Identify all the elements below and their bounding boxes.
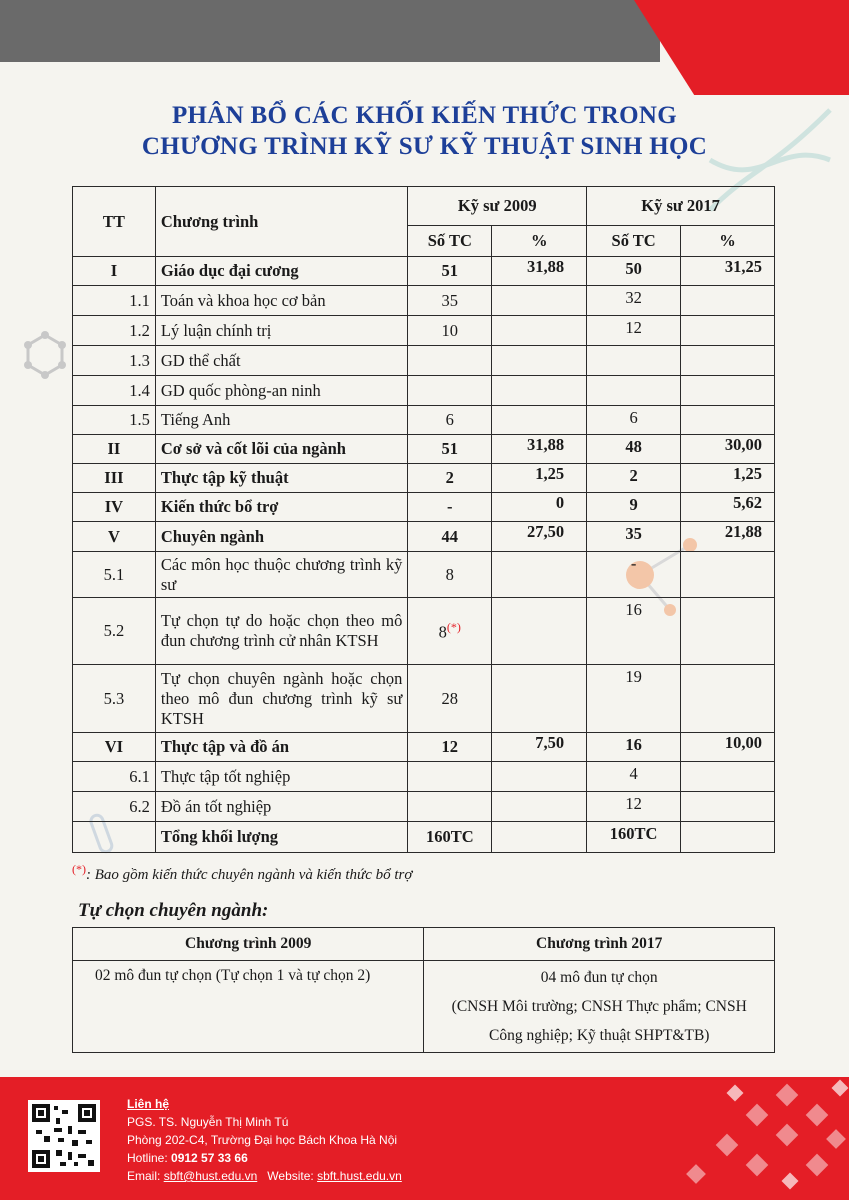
row-tc-2009: 2	[408, 464, 492, 493]
row-name: Thực tập kỹ thuật	[155, 464, 407, 493]
row-tc-2009: 51	[408, 257, 492, 286]
row-pct-2017: 1,25	[681, 464, 775, 493]
row-pct-2017: 10,00	[681, 733, 775, 762]
table-row	[73, 792, 775, 822]
row-name: Thực tập và đồ án	[155, 733, 407, 762]
row-name: GD thể chất	[155, 346, 407, 376]
row-pct-2017: 5,62	[681, 493, 775, 522]
contact-hotline-row	[127, 1149, 402, 1167]
header-pct-2009: %	[492, 226, 587, 257]
row-tc-2017: 48	[587, 435, 681, 464]
title-line-2: CHƯƠNG TRÌNH KỸ SƯ KỸ THUẬT SINH HỌC	[141, 133, 708, 160]
website-label: Website:	[267, 1169, 318, 1183]
row-tt: IV	[73, 493, 156, 522]
row-tc-2009: 35	[408, 286, 492, 316]
row-pct-2009	[492, 552, 587, 598]
row-tc-2017: 16	[587, 598, 681, 665]
footnote	[72, 862, 412, 884]
top-banner-red	[634, 0, 849, 95]
row-tc-2009: -	[408, 493, 492, 522]
row-tc-2009: 8	[408, 552, 492, 598]
row-tt: 1.4	[73, 376, 156, 406]
row-pct-2017	[681, 286, 775, 316]
row-tc-2009: 12	[408, 733, 492, 762]
row-tt: 1.3	[73, 346, 156, 376]
row-name: Cơ sở và cốt lõi của ngành	[155, 435, 407, 464]
table-row	[73, 464, 775, 493]
row-pct-2017: 21,88	[681, 522, 775, 552]
row-name: Tiếng Anh	[155, 406, 407, 435]
elective-2017-line1: 04 mô đun tự chọn	[540, 969, 658, 986]
table-row	[73, 286, 775, 316]
table-row	[73, 762, 775, 792]
page-title	[0, 100, 849, 162]
row-pct-2009: 31,88	[492, 257, 587, 286]
table-row-total	[73, 822, 775, 853]
row-name: Thực tập tốt nghiệp	[155, 762, 407, 792]
email-link[interactable]: sbft@hust.edu.vn	[163, 1169, 258, 1183]
row-tt: III	[73, 464, 156, 493]
table-row	[73, 376, 775, 406]
row-name: Đồ án tốt nghiệp	[155, 792, 407, 822]
row-pct-2009: 0	[492, 493, 587, 522]
row-tt: 5.3	[73, 665, 156, 733]
row-pct-2017: 31,25	[681, 257, 775, 286]
table-row	[73, 435, 775, 464]
elective-table	[72, 927, 775, 1053]
row-tc-2009: 160TC	[408, 822, 492, 853]
row-tc-2017: 35	[587, 522, 681, 552]
contact-info	[127, 1095, 402, 1185]
row-tc-2009	[408, 792, 492, 822]
hotline-number: 0912 57 33 66	[171, 1151, 248, 1165]
table-row	[73, 733, 775, 762]
row-name: Kiến thức bổ trợ	[155, 493, 407, 522]
diamond-pattern-decoration	[619, 1077, 849, 1200]
row-pct-2009: 7,50	[492, 733, 587, 762]
row-pct-2017	[681, 792, 775, 822]
row-tt: 6.1	[73, 762, 156, 792]
row-tc-2009	[408, 346, 492, 376]
row-pct-2017	[681, 762, 775, 792]
row-pct-2009	[492, 376, 587, 406]
row-tc-2017: 6	[587, 406, 681, 435]
row-name: Tự chọn tự do hoặc chọn theo mô đun chương trình cử nhân KTSH	[155, 598, 407, 665]
row-tc-2017: 160TC	[587, 822, 681, 853]
hotline-label: Hotline:	[127, 1151, 172, 1165]
row-name: Giáo dục đại cương	[155, 257, 407, 286]
row-name: Toán và khoa học cơ bản	[155, 286, 407, 316]
row-pct-2017	[681, 316, 775, 346]
row-tc-2017: 16	[587, 733, 681, 762]
header-so-tc-2009: Số TC	[408, 226, 492, 257]
row-tt: 6.2	[73, 792, 156, 822]
row-pct-2009	[492, 286, 587, 316]
header-ks2009: Kỹ sư 2009	[408, 187, 587, 226]
table-row	[73, 316, 775, 346]
row-tt: VI	[73, 733, 156, 762]
row-tc-2017	[587, 376, 681, 406]
row-name: Lý luận chính trị	[155, 316, 407, 346]
elective-heading: Tự chọn chuyên ngành:	[78, 900, 269, 921]
row-pct-2017	[681, 822, 775, 853]
row-tc-2017: 9	[587, 493, 681, 522]
header-pct-2017: %	[681, 226, 775, 257]
table-row	[73, 346, 775, 376]
row-tc-2009: 6	[408, 406, 492, 435]
table-row	[73, 665, 775, 733]
row-tc-2009: 44	[408, 522, 492, 552]
row-tc-2009	[408, 376, 492, 406]
row-pct-2009	[492, 792, 587, 822]
table-row	[73, 522, 775, 552]
row-pct-2017	[681, 406, 775, 435]
row-pct-2017: 30,00	[681, 435, 775, 464]
row-tc-2017: -	[587, 552, 681, 598]
row-tt: 1.1	[73, 286, 156, 316]
row-pct-2017	[681, 665, 775, 733]
row-pct-2017	[681, 598, 775, 665]
row-pct-2009: 1,25	[492, 464, 587, 493]
row-tc-2017: 12	[587, 316, 681, 346]
row-tc-2009	[408, 762, 492, 792]
row-name: Tự chọn chuyên ngành hoặc chọn theo mô đun chương trình kỹ sư KTSH	[155, 665, 407, 733]
elective-header-2009: Chương trình 2009	[73, 928, 424, 961]
top-banner-gray	[0, 0, 660, 62]
header-so-tc-2017: Số TC	[587, 226, 681, 257]
row-tc-2017: 50	[587, 257, 681, 286]
row-pct-2009	[492, 316, 587, 346]
elective-2017-line3: Công nghiệp; Kỹ thuật SHPT&TB)	[489, 1027, 710, 1044]
row-name: Chuyên ngành	[155, 522, 407, 552]
row-tc-2009	[408, 598, 492, 665]
row-tc-2017: 4	[587, 762, 681, 792]
table-row	[73, 257, 775, 286]
elective-2017-line2: (CNSH Môi trường; CNSH Thực phẩm; CNSH	[451, 998, 747, 1015]
footnote-text: : Bao gồm kiến thức chuyên ngành và kiến thức bổ trợ	[86, 867, 413, 883]
row-pct-2009	[492, 822, 587, 853]
row-name: GD quốc phòng-an ninh	[155, 376, 407, 406]
row-name: Tổng khối lượng	[155, 822, 407, 853]
row-pct-2009: 27,50	[492, 522, 587, 552]
elective-header-2017: Chương trình 2017	[424, 928, 775, 961]
row-pct-2009	[492, 598, 587, 665]
footnote-marker: (*)	[446, 619, 461, 634]
row-tt: V	[73, 522, 156, 552]
table-row	[73, 406, 775, 435]
row-tt: 5.2	[73, 598, 156, 665]
row-pct-2017	[681, 346, 775, 376]
row-pct-2017	[681, 376, 775, 406]
credit-allocation-table	[72, 186, 775, 853]
row-tt: 1.2	[73, 316, 156, 346]
table-row	[73, 598, 775, 665]
row-tc-2009: 51	[408, 435, 492, 464]
title-line-1: PHÂN BỔ CÁC KHỐI KIẾN THỨC TRONG	[171, 102, 678, 129]
molecule-icon	[10, 320, 80, 390]
row-tc-2017	[587, 346, 681, 376]
row-pct-2009	[492, 406, 587, 435]
row-pct-2009	[492, 346, 587, 376]
header-ks2017: Kỹ sư 2017	[587, 187, 775, 226]
row-tt: I	[73, 257, 156, 286]
row-tt: 1.5	[73, 406, 156, 435]
row-pct-2009: 31,88	[492, 435, 587, 464]
row-tc-2009: 28	[408, 665, 492, 733]
contact-email-row	[127, 1167, 402, 1185]
row-name: Các môn học thuộc chương trình kỹ sư	[155, 552, 407, 598]
row-tt	[73, 822, 156, 853]
table-row	[73, 552, 775, 598]
website-link[interactable]: sbft.hust.edu.vn	[317, 1169, 402, 1183]
row-tc-2009-value: 8	[438, 622, 447, 642]
row-tc-2017: 19	[587, 665, 681, 733]
row-tc-2017: 32	[587, 286, 681, 316]
header-tt: TT	[73, 187, 156, 257]
row-tt: II	[73, 435, 156, 464]
row-pct-2009	[492, 665, 587, 733]
row-tc-2009: 10	[408, 316, 492, 346]
elective-2009-cell: 02 mô đun tự chọn (Tự chọn 1 và tự chọn 2)	[73, 961, 424, 1053]
contact-heading: Liên hệ	[127, 1097, 170, 1111]
row-pct-2009	[492, 762, 587, 792]
header-program: Chương trình	[155, 187, 407, 257]
row-tt: 5.1	[73, 552, 156, 598]
footnote-star: (*)	[72, 862, 86, 876]
email-label: Email:	[127, 1169, 164, 1183]
elective-2017-cell	[424, 961, 775, 1053]
contact-name: PGS. TS. Nguyễn Thị Minh Tú	[127, 1115, 289, 1129]
qr-code-icon	[28, 1100, 100, 1172]
contact-office: Phòng 202-C4, Trường Đại học Bách Khoa Hà Nội	[127, 1133, 398, 1147]
table-row	[73, 493, 775, 522]
row-tc-2017: 12	[587, 792, 681, 822]
row-tc-2017: 2	[587, 464, 681, 493]
row-pct-2017	[681, 552, 775, 598]
